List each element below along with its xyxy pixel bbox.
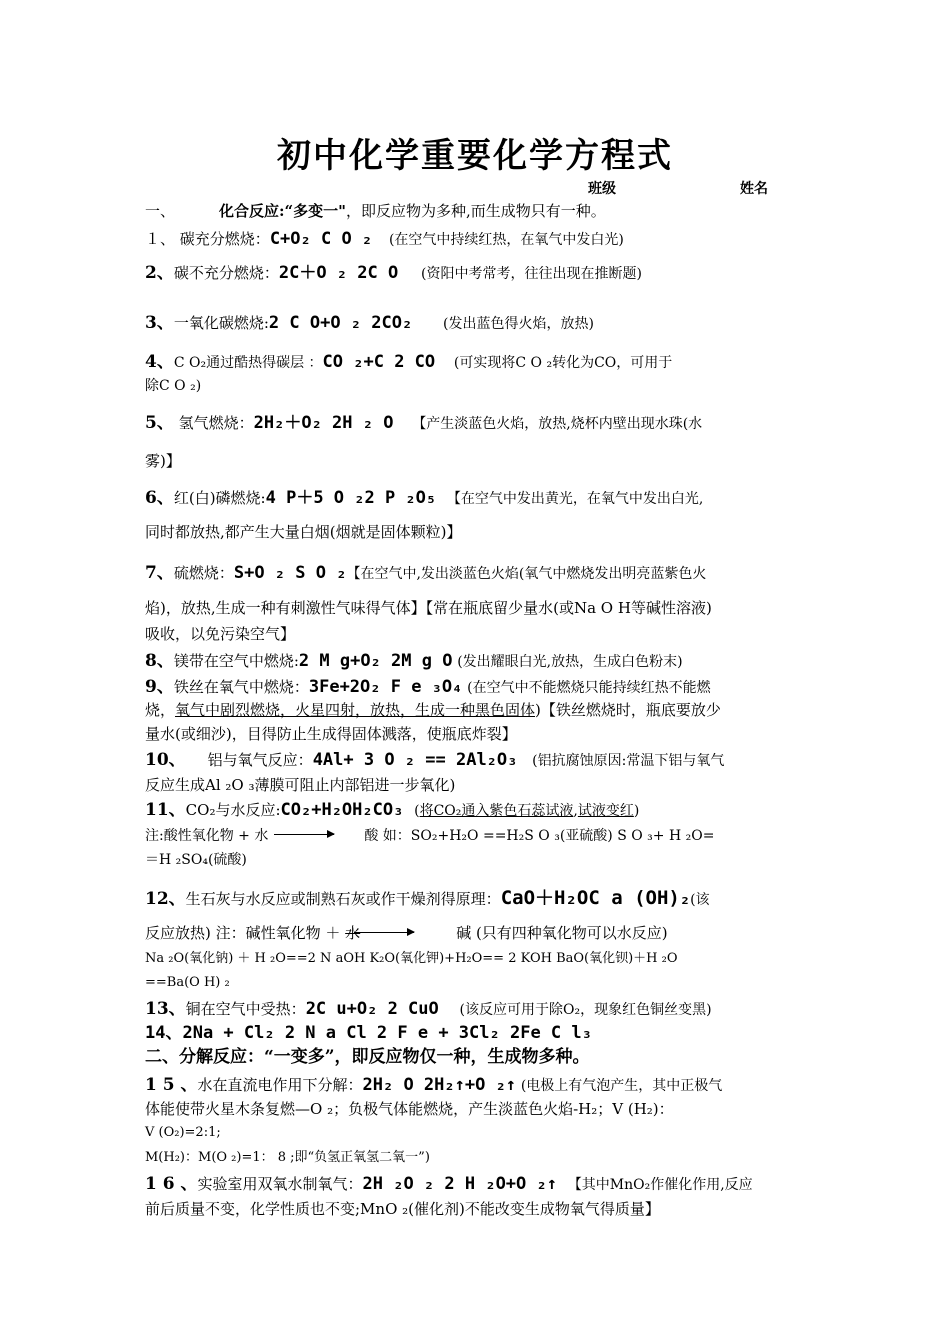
item-number: 10、 — [145, 750, 186, 770]
equation-line-5-cont: 雾)】 — [145, 452, 181, 470]
equation-line-11 — [145, 800, 810, 821]
item-note: (发出耀眼白光,放热，生成白色粉末) — [457, 654, 683, 670]
item-note: (该 — [690, 892, 710, 908]
item-note: (资阳中考常考，往往出现在推断题) — [421, 266, 642, 282]
item-number: 9、 — [145, 677, 174, 697]
item-note: (在空气中不能燃烧只能持续红热不能燃 — [467, 680, 711, 696]
section-title: 化合反应:“多变一" — [219, 202, 346, 220]
item-text: 硫燃烧： — [173, 564, 234, 582]
equation-line-5 — [145, 413, 810, 434]
item-text: 铁丝在氧气中燃烧： — [173, 678, 309, 696]
equation-line-9-cont1 — [145, 700, 810, 720]
item-text: 生石灰与水反应或制熟石灰或作干燥剂得原理： — [185, 890, 501, 908]
equation-line-12 — [145, 888, 810, 910]
item-text: 水在直流电作用下分解： — [197, 1076, 363, 1094]
item-note: (可实现将C O ₂转化为CO，可用于 — [453, 355, 673, 371]
item-text: 一氧化碳燃烧: — [173, 314, 269, 332]
item-number: １、 — [145, 230, 176, 248]
equation: S+O ₂ S O ₂ — [233, 563, 347, 583]
item-text: 碳不充分燃烧： — [173, 264, 279, 282]
equation-line-15-cont2: V (O₂)=2:1; — [145, 1125, 221, 1140]
underlined-text: 试液变红 — [577, 803, 634, 819]
equation-line-1 — [145, 229, 810, 250]
equation: 2H₂ O 2H₂↑+O ₂↑ — [362, 1075, 517, 1095]
text-segment: 碱 (只有四种氧化物可以水反应) — [456, 924, 668, 942]
text-segment: 注:酸性氧化物 + 水 — [145, 828, 269, 844]
item-note: (铝抗腐蚀原因:常温下铝与氧气 — [532, 753, 725, 769]
item-note: (电极上有气泡产生，其中正极气 — [520, 1078, 723, 1094]
equation-line-7 — [145, 563, 810, 584]
equation: 2 C O+O ₂ 2CO₂ — [268, 313, 413, 333]
text-segment: 水 — [345, 924, 361, 942]
equation-line-10 — [145, 750, 810, 771]
item-note: 【在空气中,发出淡蓝色火焰(氧气中燃烧发出明亮蓝紫色火 — [346, 566, 707, 582]
item-number: 6、 — [145, 488, 174, 508]
text-segment: ) — [633, 803, 640, 819]
equation: 4Al+ 3 O ₂ == 2Al₂O₃ — [312, 750, 518, 770]
equation: 2C u+O₂ 2 CuO — [305, 999, 439, 1019]
item-text: 铝与氧气反应： — [207, 751, 313, 769]
item-number: 8、 — [145, 651, 174, 671]
item-number: 7、 — [145, 563, 174, 583]
equation: 2H ₂O ₂ 2 H ₂O+O ₂↑ — [362, 1174, 557, 1194]
arrow-icon — [274, 834, 334, 835]
equation-line-4 — [145, 352, 810, 373]
equation-subscript: ₂ — [679, 889, 691, 909]
section-description: ，即反应物为多种,而生成物只有一种。 — [346, 202, 606, 220]
equation-line-3 — [145, 313, 810, 334]
item-text: 碳充分燃烧： — [179, 230, 270, 248]
equation: CaO＋H₂OC a (OH) — [500, 887, 680, 909]
item-number: 1 5 、 — [145, 1075, 198, 1095]
equation-line-11-note — [145, 826, 810, 846]
item-note: 【其中MnO₂作催化作用,反应 — [567, 1177, 753, 1193]
item-text: 镁带在空气中燃烧: — [173, 652, 299, 670]
item-number: 1 6 、 — [145, 1174, 198, 1194]
equation-line-2 — [145, 263, 810, 284]
equation-line-16 — [145, 1174, 810, 1195]
equation-line-11-note-cont: ＝H ₂SO₄(硫酸) — [145, 852, 247, 868]
equation: C+O₂ C O ₂ — [269, 229, 373, 249]
item-note: (该反应可用于除O₂，现象红色铜丝变黑) — [459, 1002, 712, 1018]
text-segment: 酸 如：SO₂+H₂O ==H₂S O ₃(亚硫酸) S O ₃+ H ₂O= — [364, 828, 715, 844]
section-number: 一、 — [145, 202, 176, 220]
equation-line-15 — [145, 1075, 810, 1096]
item-text: C O₂通过酷热得碳层 ： — [173, 355, 323, 371]
section-1-heading — [145, 201, 810, 221]
equation-line-4-cont: 除C O ₂) — [145, 378, 202, 394]
equation: CO ₂+C 2 CO — [322, 352, 436, 372]
equation-line-9-cont2: 量水(或细沙)，目得防止生成得固体溅落，使瓶底炸裂】 — [145, 725, 517, 743]
equation: 2 M g+O₂ 2M g O — [298, 651, 453, 671]
equation-line-10-cont: 反应生成Al ₂O ₃薄膜可阻止内部铝进一步氧化) — [145, 776, 456, 794]
text-segment: 反应放热) 注：碱性氧化物 ＋ — [145, 924, 341, 942]
underlined-text: 将CO₂通入紫色石蕊试液 — [419, 803, 574, 819]
item-text: 氢气燃烧： — [178, 414, 254, 432]
text-segment: , — [573, 803, 578, 819]
page-title: 初中化学重要化学方程式 — [277, 136, 673, 176]
item-number: 2、 — [145, 263, 174, 283]
item-note: (在空气中持续红热，在氧气中发白光) — [388, 232, 624, 248]
equation: 2H₂＋O₂ 2H ₂ O — [253, 413, 394, 433]
equation-line-15-cont3: M(H₂)：M(O ₂)=1： 8 ;即“负氢正氧氢二氧一”) — [145, 1150, 430, 1165]
item-text: 实验室用双氧水制氧气： — [197, 1175, 363, 1193]
equation-line-12-cont3: ==Ba(O H) ₂ — [145, 975, 230, 990]
equation-line-12-cont2: Na ₂O(氧化钠) ＋ H ₂O==2 N aOH K₂O(氧化钾)+H₂O== 2 KOH BaO(氧化钡)＋H ₂O — [145, 951, 678, 966]
item-number: 11、 — [145, 800, 186, 820]
underlined-text: 氧气中剧烈燃烧，火星四射，放热，生成一种黑色固体 — [175, 701, 536, 719]
equation: CO₂+H₂OH₂CO₃ — [280, 800, 404, 820]
item-note: (发出蓝色得火焰，放热) — [442, 316, 594, 332]
equation-line-13 — [145, 999, 810, 1020]
item-number: 13、 — [145, 999, 186, 1019]
equation-line-6-cont: 同时都放热,都产生大量白烟(烟就是固体颗粒)】 — [145, 523, 462, 541]
item-text: 铜在空气中受热： — [185, 1000, 306, 1018]
equation-line-6 — [145, 488, 810, 509]
text-segment: ( — [414, 803, 420, 819]
item-number: 12、 — [145, 889, 186, 909]
text-segment: 烧， — [145, 701, 176, 719]
equation-line-7-cont1: 焰)，放热,生成一种有刺激性气味得气体】【常在瓶底留少量水(或Na O H等碱性溶液) — [145, 599, 712, 617]
name-label: 姓名 — [740, 181, 768, 197]
item-note: 【在空气中发出黄光，在氧气中发出白光, — [446, 491, 704, 507]
item-number: 5、 — [145, 413, 174, 433]
item-text: CO₂与水反应: — [185, 801, 281, 819]
equation: 2C＋O ₂ 2C O — [278, 263, 399, 283]
text-segment: )【铁丝燃烧时，瓶底要放少 — [535, 701, 721, 719]
section-2-heading: 二、分解反应：“一变多”，即反应物仅一种，生成物多种。 — [145, 1047, 590, 1067]
equation-line-9 — [145, 677, 810, 698]
equation-line-14: 14、2Na + Cl₂ 2 N a Cl 2 F e + 3Cl₂ 2Fe C l₃ — [145, 1023, 592, 1043]
equation-line-7-cont2: 吸收，以免污染空气】 — [145, 625, 296, 643]
item-number: 4、 — [145, 352, 174, 372]
equation: 3Fe+2O₂ F e ₃O₄ — [308, 677, 463, 697]
equation-line-12-cont1 — [145, 923, 810, 943]
item-note: 【产生淡蓝色火焰，放热,烧杯内壁出现水珠(水 — [412, 416, 703, 432]
equation-line-15-cont1: 体能使带火星木条复燃—O ₂；负极气体能燃烧，产生淡蓝色火焰-H₂；V (H₂)： — [145, 1100, 674, 1118]
class-label: 班级 — [588, 181, 616, 197]
item-number: 3、 — [145, 313, 174, 333]
item-text: 红(白)磷燃烧: — [173, 489, 266, 507]
equation-line-8 — [145, 651, 810, 672]
arrow-icon — [354, 932, 414, 933]
equation-line-16-cont: 前后质量不变，化学性质也不变;MnO ₂(催化剂)不能改变生成物氧气得质量】 — [145, 1200, 660, 1218]
equation: 4 P＋5 O ₂2 P ₂O₅ — [265, 488, 437, 508]
